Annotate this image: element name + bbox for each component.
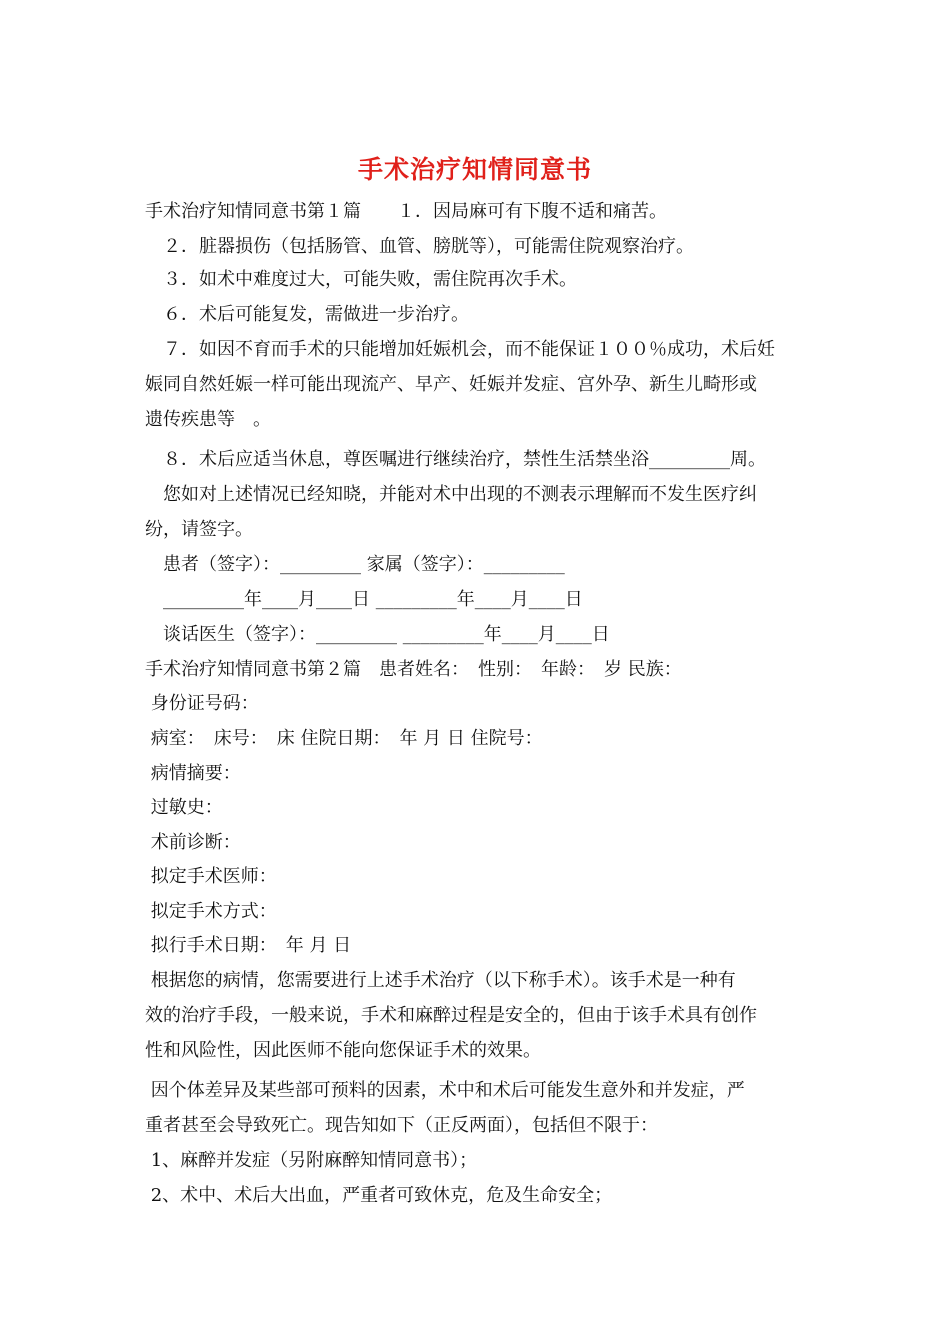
text-line: ７．如因不育而手术的只能增加妊娠机会，而不能保证１００％成功，术后妊 bbox=[145, 339, 775, 360]
text-line: ６．术后可能复发，需做进一步治疗。 bbox=[145, 304, 469, 325]
text-line: ３．如术中难度过大，可能失败，需住院再次手术。 bbox=[145, 269, 577, 290]
text-line: 因个体差异及某些部可预料的因素，术中和术后可能发生意外和并发症，严 bbox=[145, 1080, 745, 1101]
text-line: 手术治疗知情同意书第１篇 １．因局麻可有下腹不适和痛苦。 bbox=[145, 201, 667, 222]
form-field-line: 过敏史： bbox=[145, 797, 223, 818]
text-line: 根据您的病情，您需要进行上述手术治疗（以下称手术）。该手术是一种有 bbox=[145, 970, 736, 991]
text-line: 重者甚至会导致死亡。现告知如下（正反两面），包括但不限于： bbox=[145, 1115, 658, 1136]
list-item: 2、术中、术后大出血，严重者可致休克，危及生命安全； bbox=[145, 1185, 613, 1206]
text-line: 遗传疾患等 。 bbox=[145, 409, 271, 430]
text-line: 娠同自然妊娠一样可能出现流产、早产、妊娠并发症、宫外孕、新生儿畸形或 bbox=[145, 374, 757, 395]
form-field-line: 拟定手术方式： bbox=[145, 901, 277, 922]
form-field-line: 病情摘要： bbox=[145, 763, 241, 784]
text-line: 您如对上述情况已经知晓，并能对术中出现的不测表示理解而不发生医疗纠 bbox=[145, 484, 757, 505]
document-title: 手术治疗知情同意书 bbox=[357, 155, 592, 184]
doctor-signature-line: 谈话医生（签字）：_________ _________年____月____日 bbox=[145, 624, 610, 645]
text-line: 效的治疗手段，一般来说，手术和麻醉过程是安全的，但由于该手术具有创作 bbox=[145, 1005, 757, 1026]
form-field-line: 病室： 床号： 床 住院日期： 年 月 日 住院号： bbox=[145, 728, 543, 749]
text-line: ２．脏器损伤（包括肠管、血管、膀胱等），可能需住院观察治疗。 bbox=[145, 236, 694, 257]
form-field-line: 拟定手术医师： bbox=[145, 866, 277, 887]
list-item: 1、麻醉并发症（另附麻醉知情同意书）； bbox=[145, 1150, 478, 1171]
form-field-line: 拟行手术日期： 年 月 日 bbox=[145, 935, 352, 956]
signature-date-line: _________年____月____日 _________年____月____日 bbox=[145, 589, 583, 610]
text-line: 手术治疗知情同意书第２篇 患者姓名： 性别： 年龄： 岁 民族： bbox=[145, 659, 682, 680]
form-field-line: 术前诊断： bbox=[145, 832, 241, 853]
text-line: 性和风险性，因此医师不能向您保证手术的效果。 bbox=[145, 1040, 541, 1061]
text-line: ８．术后应适当休息，尊医嘱进行继续治疗，禁性生活禁坐浴_________周。 bbox=[145, 449, 766, 470]
text-line: 纷，请签字。 bbox=[145, 519, 253, 540]
form-field-line: 身份证号码： bbox=[145, 693, 259, 714]
signature-line: 患者（签字）：_________ 家属（签字）：_________ bbox=[145, 554, 565, 575]
